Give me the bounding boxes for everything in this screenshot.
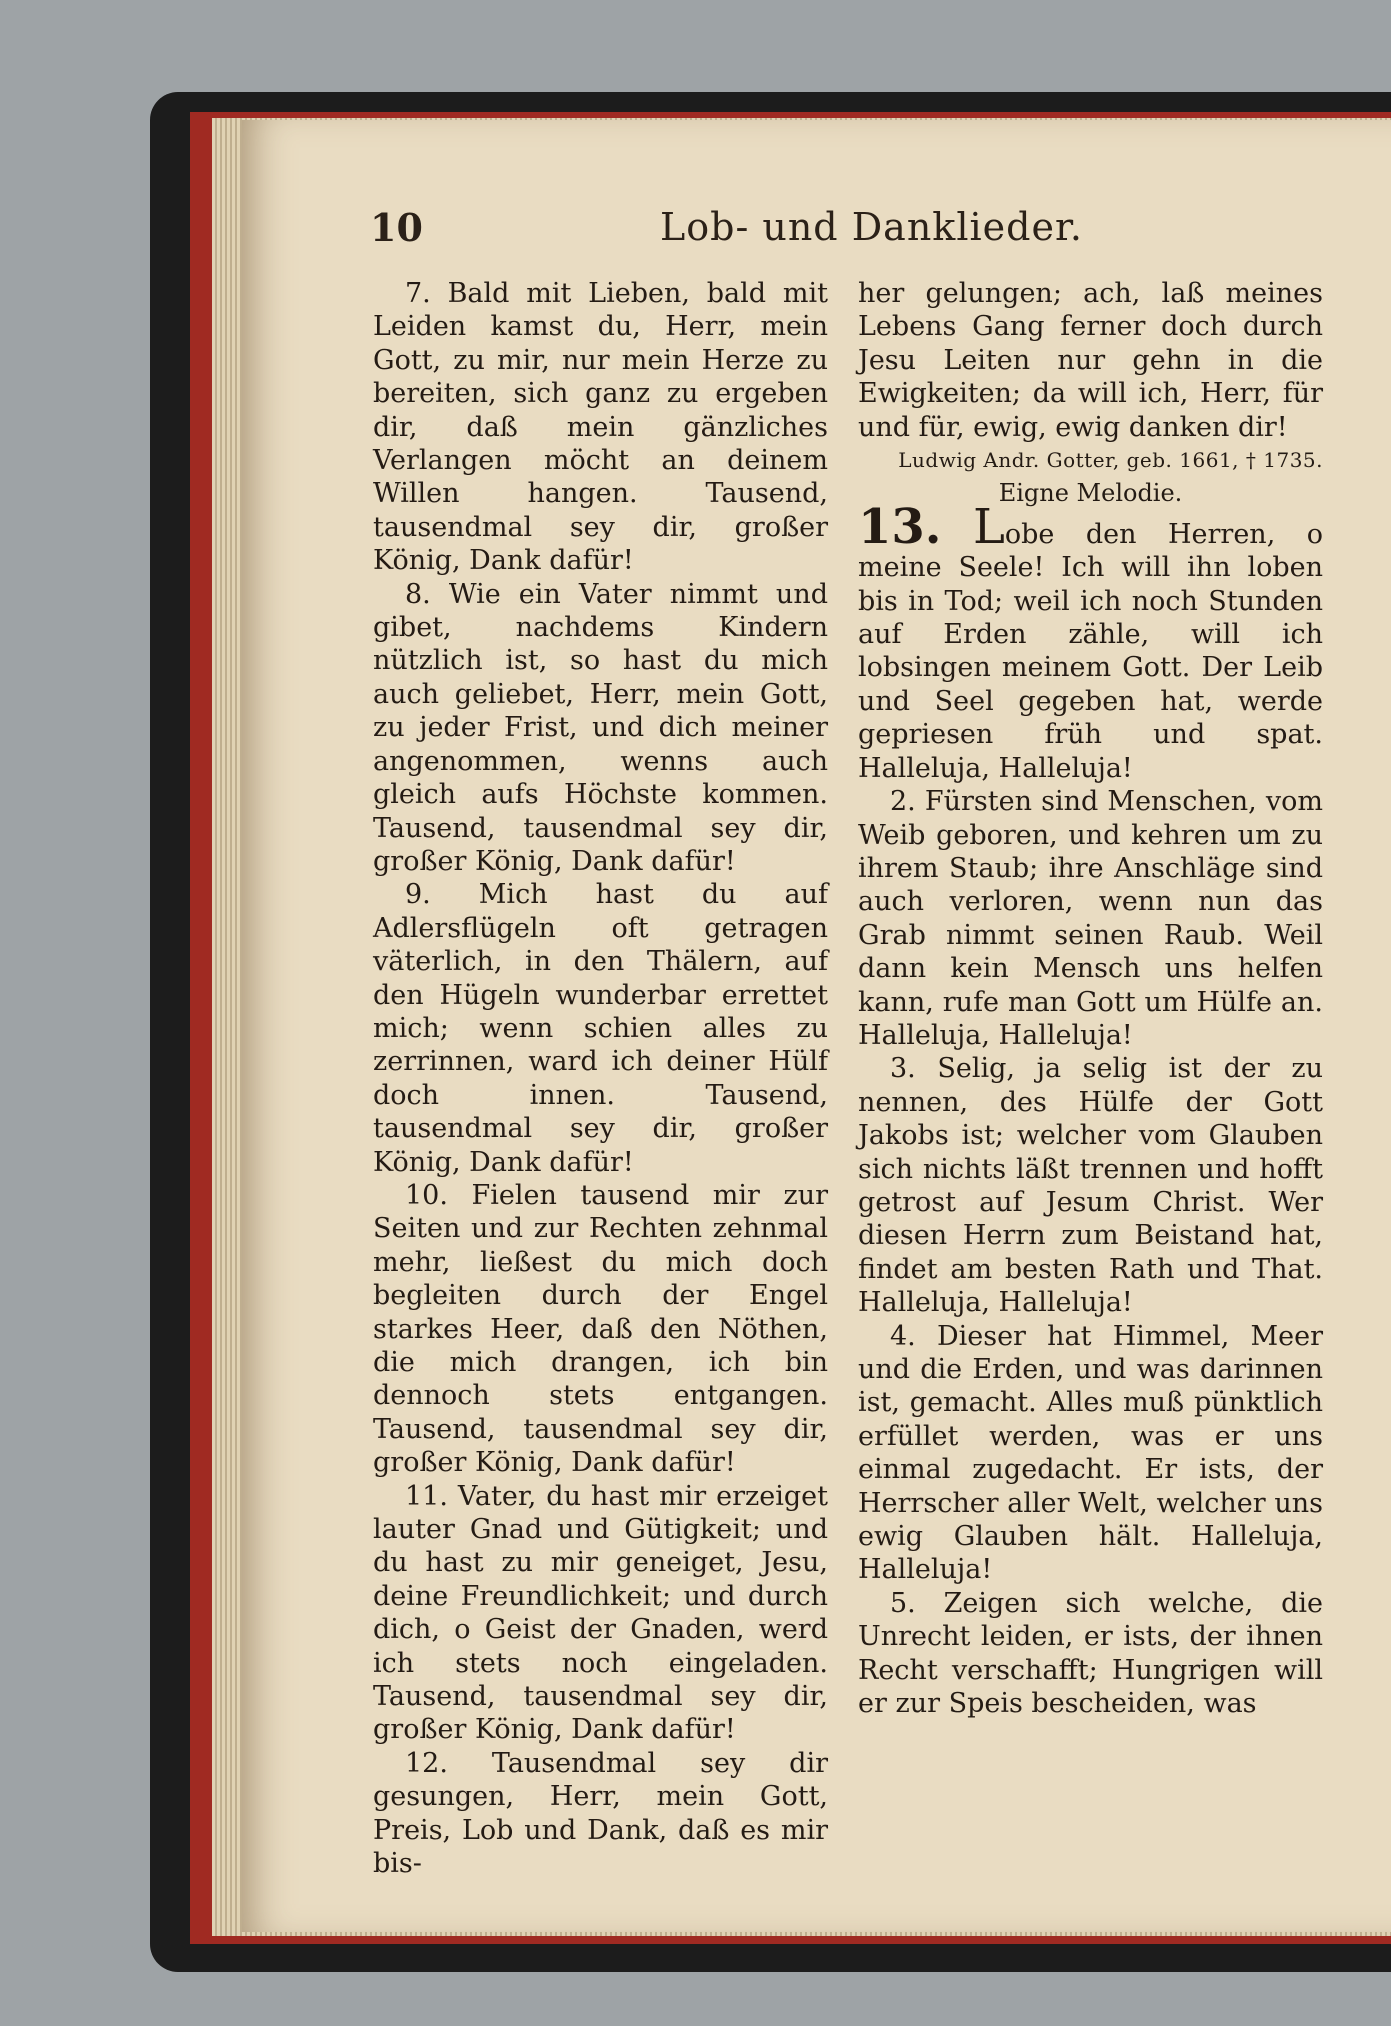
- left-column: [373, 277, 828, 1881]
- verse-12-end: her gelungen; ach, laß meines Lebens Gang ferner doch durch Jesu Leiten nur gehn in die Ewigkeiten; da will ich, Herr, für und für, ewig, ewig danken dir!: [858, 278, 1323, 443]
- verse-10: 10. Fielen tausend mir zur Seiten und zur Rechten zehnmal mehr, ließest du mich doch begleiten durch der Engel starkes Heer, daß den Nöthen, die mich drangen, ich bin dennoch stets entgangen. Tausend, tausendmal sey dir, großer König, Dank dafür!: [373, 1179, 828, 1479]
- melody-note: Eigne Melodie.: [998, 479, 1183, 508]
- hymn-13-verse-3: 3. Selig, ja selig ist der zu nennen, des Hülfe der Gott Jakobs ist; welcher vom Glauben sich nichts läßt trennen und hofft getrost auf Jesum Christ. Wer diesen Herrn zum Beistand hat, findet am besten Rath und That. Halleluja, Halleluja!: [858, 1053, 1323, 1319]
- verse-7: 7. Bald mit Lieben, bald mit Leiden kamst du, Herr, mein Gott, zu mir, nur mein Herze zu bereiten, sich ganz zu ergeben dir, daß mein gänzliches Verlangen möcht an deinem Willen hangen. Tausend, tausendmal sey dir, großer König, Dank dafür!: [373, 278, 828, 577]
- right-column: [858, 277, 1323, 1720]
- page-header: [370, 205, 1370, 255]
- author-attribution: Ludwig Andr. Gotter, geb. 1661, † 1735.: [898, 448, 1323, 473]
- verse-11: 11. Vater, du hast mir erzeiget lauter Gnad und Gütigkeit; und du hast zu mir geneiget, Jesu, deine Freundlichkeit; und durch dich, o Geist der Gnaden, werd ich stets noch eingeladen. Tausend, tausendmal sey dir, großer König, Dank dafür!: [373, 1480, 828, 1746]
- running-title: Lob- und Danklieder.: [660, 205, 1084, 249]
- hymn-13-verse-4: 4. Dieser hat Himmel, Meer und die Erden, und was darinnen ist, gemacht. Alles muß pünktlich erfüllet werden, was er uns einmal zugedacht. Er ists, der Herrscher aller Welt, welcher uns ewig Glauben hält. Halleluja, Halleluja!: [858, 1320, 1323, 1586]
- verse-12-start: 12. Tausendmal sey dir gesungen, Herr, mein Gott, Preis, Lob und Dank, daß es mir bis-: [373, 1747, 828, 1880]
- verse-9: 9. Mich hast du auf Adlersflügeln oft getragen väterlich, in den Thälern, auf den Hügeln wunderbar errettet mich; wenn schien alles zu zerrinnen, ward ich deiner Hülf doch innen. Tausend, tausendmal sey dir, großer König, Dank dafür!: [373, 879, 828, 1178]
- hymn-13-verse-5-start: 5. Zeigen sich welche, die Unrecht leiden, er ists, der ihnen Recht verschafft; Hungrigen will er zur Speis bescheiden, was: [858, 1587, 1323, 1720]
- verse-1-text: obe den Herren, o meine Seele! Ich will ihn loben bis in Tod; weil ich noch Stunden auf Erden zähle, will ich lobsingen meinem Gott. Der Leib und Seel gegeben hat, werde gepriesen früh und spat. Halleluja, Halleluja!: [858, 518, 1323, 784]
- hymn-number: 13.: [858, 498, 942, 555]
- hymn-13-verse-1: [858, 498, 1323, 785]
- drop-initial: L: [973, 498, 1005, 555]
- hymn-13-verse-2: 2. Fürsten sind Menschen, vom Weib geboren, und kehren um zu ihrem Staub; ihre Anschläge sind auch verloren, wenn nun das Grab nimmt seinen Raub. Weil dann kein Mensch uns helfen kann, rufe man Gott um Hülfe an. Halleluja, Halleluja!: [858, 786, 1323, 1051]
- verse-8: 8. Wie ein Vater nimmt und gibet, nachdems Kindern nützlich ist, so hast du mich auch geliebet, Herr, mein Gott, zu jeder Frist, und dich meiner angenommen, wenns auch gleich aufs Höchste kommen. Tausend, tausendmal sey dir, großer König, Dank dafür!: [373, 578, 828, 877]
- page-number: 10: [370, 205, 423, 250]
